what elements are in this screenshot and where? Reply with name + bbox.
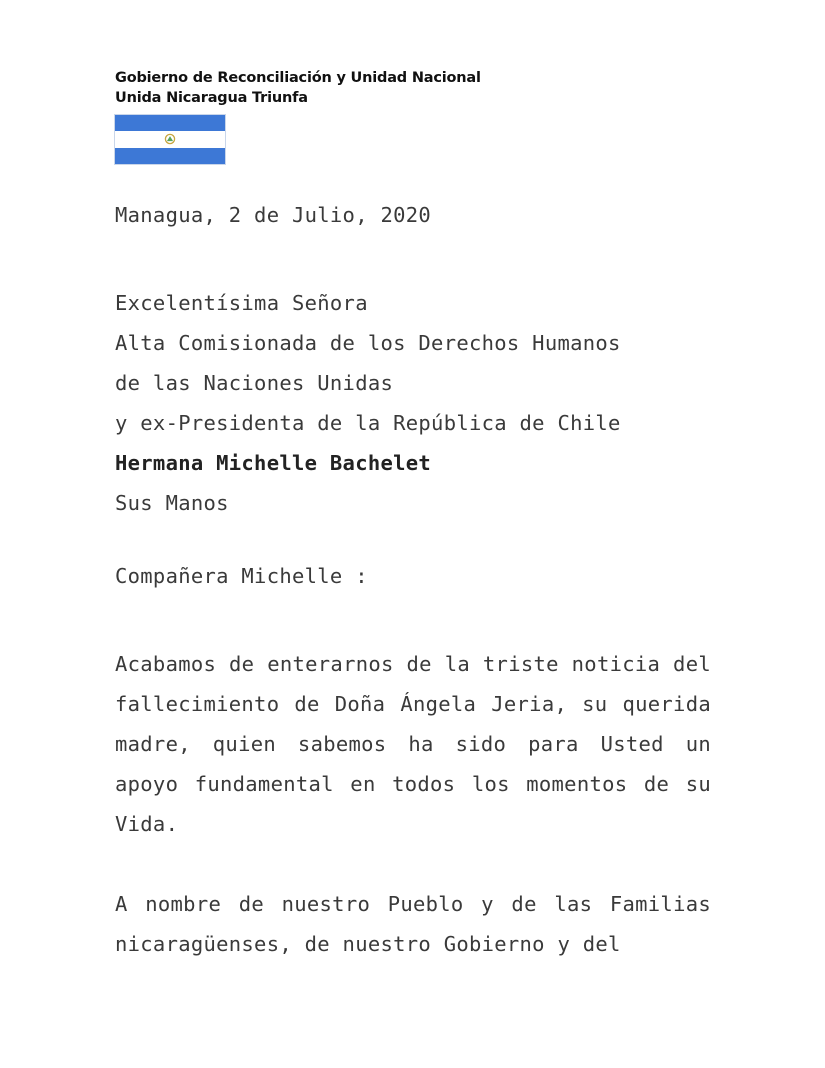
recipient-title: Excelentísima Señora [115, 291, 368, 315]
recipient-address [115, 283, 621, 523]
paragraph-condolence: Acabamos de enterarnos de la triste noticia del fallecimiento de Doña Ángela Jeria, su querida madre, quien sabemos ha sido para Usted un apoyo fundamental en todos los momentos de su Vida. [115, 652, 711, 836]
letterhead-government-name: Gobierno de Reconciliación y Unidad Nacional [115, 70, 481, 86]
flag-top-band [115, 115, 225, 131]
flag-middle-band [115, 131, 225, 147]
letterhead-slogan: Unida Nicaragua Triunfa [115, 90, 308, 106]
letterhead [115, 68, 481, 108]
recipient-name: Hermana Michelle Bachelet [115, 451, 432, 475]
recipient-former-position: y ex-Presidenta de la República de Chile [115, 411, 621, 435]
salutation: Compañera Michelle : [115, 564, 368, 588]
recipient-position: Alta Comisionada de los Derechos Humanos [115, 331, 621, 355]
recipient-closing: Sus Manos [115, 491, 229, 515]
nicaragua-flag-icon [114, 114, 226, 165]
letter-date: Managua, 2 de Julio, 2020 [115, 203, 432, 227]
paragraph-behalf: A nombre de nuestro Pueblo y de las Familias nicaragüenses, de nuestro Gobierno y del [115, 892, 711, 956]
flag-bottom-band [115, 148, 225, 164]
coat-of-arms-icon [164, 134, 177, 145]
recipient-organization: de las Naciones Unidas [115, 371, 394, 395]
